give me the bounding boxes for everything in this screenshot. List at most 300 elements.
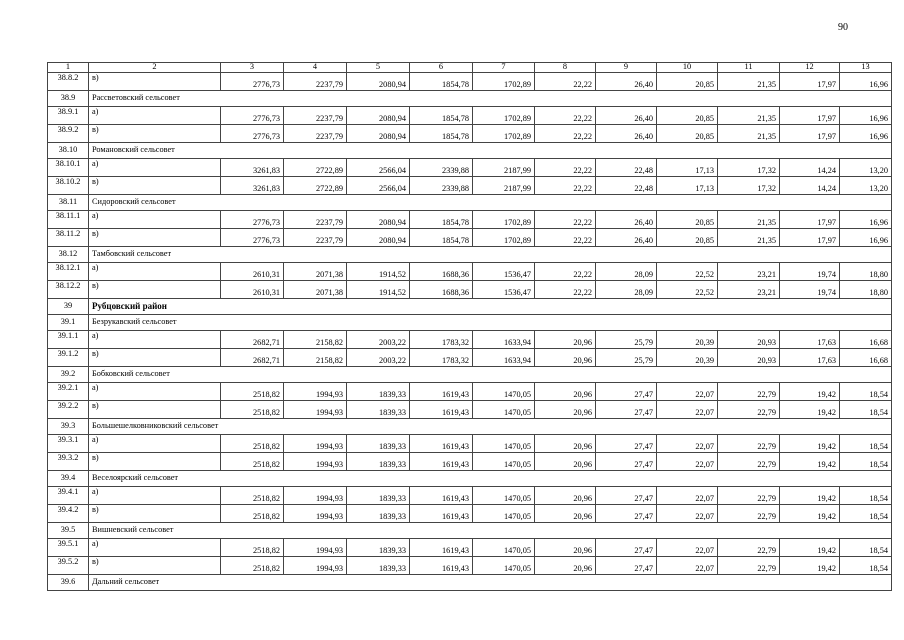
value-cell-col13: 18,54 (840, 453, 892, 471)
row-code: 39.1.2 (48, 349, 89, 367)
value-cell-col3: 2518,82 (221, 453, 284, 471)
value-cell-col10: 22,07 (657, 505, 718, 523)
value-cell-col13: 16,96 (840, 211, 892, 229)
value-cell-col6: 1854,78 (410, 125, 473, 143)
column-header-5: 5 (347, 63, 410, 73)
value-cell-col10: 22,52 (657, 263, 718, 281)
value-cell-col10: 22,07 (657, 557, 718, 575)
row-label: а) (89, 539, 221, 557)
value-cell-col7: 1702,89 (473, 211, 535, 229)
value-cell-col3: 2518,82 (221, 539, 284, 557)
row-label: в) (89, 229, 221, 247)
table-row (48, 453, 892, 471)
value-cell-col4: 1994,93 (284, 435, 347, 453)
value-cell-col10: 17,13 (657, 177, 718, 195)
table-row (48, 211, 892, 229)
value-cell-col6: 1854,78 (410, 107, 473, 125)
row-code: 39.1 (48, 315, 89, 331)
value-cell-col5: 1839,33 (347, 383, 410, 401)
row-label: в) (89, 453, 221, 471)
row-code: 38.12.2 (48, 281, 89, 299)
row-code: 38.8.2 (48, 73, 89, 91)
row-code: 39.6 (48, 575, 89, 591)
value-cell-col7: 1470,05 (473, 487, 535, 505)
value-cell-col8: 22,22 (535, 107, 596, 125)
table-row (48, 331, 892, 349)
row-label: а) (89, 435, 221, 453)
value-cell-col9: 27,47 (596, 383, 657, 401)
value-cell-col9: 27,47 (596, 487, 657, 505)
value-cell-col6: 2339,88 (410, 177, 473, 195)
value-cell-col11: 22,79 (718, 435, 780, 453)
value-cell-col7: 1633,94 (473, 349, 535, 367)
value-cell-col11: 20,93 (718, 331, 780, 349)
value-cell-col6: 1619,43 (410, 539, 473, 557)
value-cell-col12: 19,42 (780, 435, 840, 453)
row-label: а) (89, 159, 221, 177)
value-cell-col5: 2080,94 (347, 73, 410, 91)
row-code: 38.9.1 (48, 107, 89, 125)
value-cell-col9: 26,40 (596, 73, 657, 91)
section-row (48, 367, 892, 383)
row-code: 38.11 (48, 195, 89, 211)
row-label: а) (89, 487, 221, 505)
value-cell-col8: 20,96 (535, 331, 596, 349)
value-cell-col9: 22,48 (596, 159, 657, 177)
table-row (48, 73, 892, 91)
value-cell-col8: 20,96 (535, 435, 596, 453)
table-row (48, 435, 892, 453)
value-cell-col11: 17,32 (718, 177, 780, 195)
section-title: Веселоярский сельсовет (89, 471, 892, 487)
value-cell-col13: 18,54 (840, 383, 892, 401)
row-code: 38.11.1 (48, 211, 89, 229)
section-row (48, 195, 892, 211)
value-cell-col12: 17,97 (780, 125, 840, 143)
row-label: а) (89, 263, 221, 281)
value-cell-col3: 2776,73 (221, 125, 284, 143)
section-title: Сидоровский сельсовет (89, 195, 892, 211)
header-row (48, 63, 892, 73)
section-title: Романовский сельсовет (89, 143, 892, 159)
row-label: а) (89, 331, 221, 349)
value-cell-col12: 19,42 (780, 487, 840, 505)
column-header-3: 3 (221, 63, 284, 73)
value-cell-col3: 2518,82 (221, 435, 284, 453)
value-cell-col4: 2237,79 (284, 73, 347, 91)
value-cell-col13: 16,96 (840, 73, 892, 91)
value-cell-col8: 20,96 (535, 453, 596, 471)
row-label: в) (89, 177, 221, 195)
value-cell-col13: 16,96 (840, 107, 892, 125)
value-cell-col3: 2682,71 (221, 331, 284, 349)
section-row (48, 91, 892, 107)
value-cell-col12: 19,74 (780, 281, 840, 299)
value-cell-col8: 20,96 (535, 383, 596, 401)
value-cell-col11: 22,79 (718, 539, 780, 557)
value-cell-col6: 1619,43 (410, 383, 473, 401)
value-cell-col6: 1688,36 (410, 281, 473, 299)
value-cell-col4: 1994,93 (284, 539, 347, 557)
value-cell-col4: 1994,93 (284, 453, 347, 471)
value-cell-col7: 1633,94 (473, 331, 535, 349)
row-code: 38.10.2 (48, 177, 89, 195)
value-cell-col12: 19,42 (780, 557, 840, 575)
value-cell-col7: 1470,05 (473, 557, 535, 575)
row-label: в) (89, 401, 221, 419)
section-row (48, 299, 892, 315)
value-cell-col12: 19,42 (780, 383, 840, 401)
value-cell-col12: 14,24 (780, 177, 840, 195)
value-cell-col6: 1854,78 (410, 211, 473, 229)
value-cell-col13: 18,54 (840, 505, 892, 523)
row-code: 39.3.1 (48, 435, 89, 453)
value-cell-col4: 1994,93 (284, 505, 347, 523)
value-cell-col12: 17,97 (780, 107, 840, 125)
table-body (48, 63, 892, 591)
section-row (48, 471, 892, 487)
value-cell-col10: 22,07 (657, 435, 718, 453)
row-code: 39.4 (48, 471, 89, 487)
row-label: а) (89, 107, 221, 125)
value-cell-col11: 20,93 (718, 349, 780, 367)
value-cell-col3: 2518,82 (221, 383, 284, 401)
value-cell-col5: 1839,33 (347, 557, 410, 575)
value-cell-col11: 21,35 (718, 107, 780, 125)
value-cell-col5: 1839,33 (347, 453, 410, 471)
value-cell-col6: 1619,43 (410, 435, 473, 453)
row-label: в) (89, 557, 221, 575)
table-row (48, 349, 892, 367)
table-row (48, 107, 892, 125)
value-cell-col5: 2003,22 (347, 349, 410, 367)
value-cell-col13: 18,54 (840, 401, 892, 419)
value-cell-col9: 22,48 (596, 177, 657, 195)
value-cell-col8: 22,22 (535, 211, 596, 229)
value-cell-col3: 2776,73 (221, 73, 284, 91)
value-cell-col12: 17,97 (780, 211, 840, 229)
value-cell-col12: 19,74 (780, 263, 840, 281)
value-cell-col4: 2722,89 (284, 177, 347, 195)
value-cell-col10: 20,85 (657, 211, 718, 229)
value-cell-col5: 2566,04 (347, 177, 410, 195)
value-cell-col13: 16,68 (840, 331, 892, 349)
column-header-2: 2 (89, 63, 221, 73)
column-header-13: 13 (840, 63, 892, 73)
value-cell-col11: 23,21 (718, 281, 780, 299)
value-cell-col4: 1994,93 (284, 487, 347, 505)
value-cell-col9: 25,79 (596, 349, 657, 367)
row-label: в) (89, 281, 221, 299)
value-cell-col9: 25,79 (596, 331, 657, 349)
value-cell-col12: 14,24 (780, 159, 840, 177)
value-cell-col3: 2610,31 (221, 281, 284, 299)
value-cell-col4: 2158,82 (284, 349, 347, 367)
value-cell-col6: 1854,78 (410, 73, 473, 91)
value-cell-col7: 1470,05 (473, 453, 535, 471)
value-cell-col3: 3261,83 (221, 159, 284, 177)
value-cell-col5: 2080,94 (347, 229, 410, 247)
value-cell-col13: 18,54 (840, 539, 892, 557)
value-cell-col11: 22,79 (718, 505, 780, 523)
value-cell-col3: 2610,31 (221, 263, 284, 281)
row-code: 39.4.1 (48, 487, 89, 505)
value-cell-col7: 1470,05 (473, 401, 535, 419)
section-title: Тамбовский сельсовет (89, 247, 892, 263)
value-cell-col8: 22,22 (535, 177, 596, 195)
value-cell-col5: 1914,52 (347, 281, 410, 299)
value-cell-col11: 22,79 (718, 487, 780, 505)
value-cell-col4: 1994,93 (284, 401, 347, 419)
value-cell-col13: 18,80 (840, 263, 892, 281)
table-row (48, 401, 892, 419)
column-header-7: 7 (473, 63, 535, 73)
value-cell-col13: 18,80 (840, 281, 892, 299)
value-cell-col13: 16,96 (840, 125, 892, 143)
value-cell-col3: 2518,82 (221, 505, 284, 523)
value-cell-col9: 27,47 (596, 557, 657, 575)
value-cell-col3: 2776,73 (221, 211, 284, 229)
column-header-1: 1 (48, 63, 89, 73)
value-cell-col8: 22,22 (535, 125, 596, 143)
value-cell-col10: 17,13 (657, 159, 718, 177)
row-label: а) (89, 211, 221, 229)
value-cell-col9: 27,47 (596, 435, 657, 453)
value-cell-col9: 26,40 (596, 125, 657, 143)
value-cell-col3: 2776,73 (221, 107, 284, 125)
value-cell-col7: 1536,47 (473, 281, 535, 299)
row-code: 39.2 (48, 367, 89, 383)
value-cell-col9: 27,47 (596, 453, 657, 471)
section-title: Большешелковниковский сельсовет (89, 419, 892, 435)
table-row (48, 539, 892, 557)
value-cell-col13: 16,68 (840, 349, 892, 367)
value-cell-col9: 26,40 (596, 107, 657, 125)
value-cell-col10: 22,07 (657, 383, 718, 401)
row-code: 38.9 (48, 91, 89, 107)
section-title: Дальний сельсовет (89, 575, 892, 591)
value-cell-col6: 1783,32 (410, 349, 473, 367)
column-header-8: 8 (535, 63, 596, 73)
value-cell-col11: 21,35 (718, 211, 780, 229)
row-code: 38.10 (48, 143, 89, 159)
row-code: 38.10.1 (48, 159, 89, 177)
value-cell-col7: 1470,05 (473, 435, 535, 453)
value-cell-col11: 22,79 (718, 453, 780, 471)
value-cell-col5: 1839,33 (347, 487, 410, 505)
value-cell-col6: 1619,43 (410, 505, 473, 523)
page-number: 90 (838, 22, 848, 33)
value-cell-col11: 17,32 (718, 159, 780, 177)
value-cell-col6: 2339,88 (410, 159, 473, 177)
section-row (48, 143, 892, 159)
row-label: в) (89, 505, 221, 523)
value-cell-col4: 1994,93 (284, 383, 347, 401)
value-cell-col8: 20,96 (535, 487, 596, 505)
value-cell-col5: 1914,52 (347, 263, 410, 281)
value-cell-col6: 1854,78 (410, 229, 473, 247)
value-cell-col8: 22,22 (535, 281, 596, 299)
table-row (48, 177, 892, 195)
value-cell-col7: 1702,89 (473, 125, 535, 143)
value-cell-col9: 28,09 (596, 281, 657, 299)
row-code: 39.3.2 (48, 453, 89, 471)
value-cell-col12: 19,42 (780, 505, 840, 523)
value-cell-col9: 27,47 (596, 505, 657, 523)
value-cell-col7: 1470,05 (473, 505, 535, 523)
value-cell-col12: 19,42 (780, 453, 840, 471)
row-label: а) (89, 383, 221, 401)
row-code: 39.1.1 (48, 331, 89, 349)
value-cell-col9: 26,40 (596, 229, 657, 247)
value-cell-col10: 20,39 (657, 349, 718, 367)
column-header-4: 4 (284, 63, 347, 73)
value-cell-col12: 17,63 (780, 349, 840, 367)
value-cell-col6: 1619,43 (410, 453, 473, 471)
row-code: 39.5 (48, 523, 89, 539)
value-cell-col8: 22,22 (535, 229, 596, 247)
column-header-10: 10 (657, 63, 718, 73)
section-title: Безрукавский сельсовет (89, 315, 892, 331)
value-cell-col11: 21,35 (718, 73, 780, 91)
value-cell-col10: 20,85 (657, 107, 718, 125)
value-cell-col12: 17,97 (780, 73, 840, 91)
value-cell-col9: 28,09 (596, 263, 657, 281)
value-cell-col11: 22,79 (718, 401, 780, 419)
value-cell-col11: 22,79 (718, 383, 780, 401)
value-cell-col7: 2187,99 (473, 177, 535, 195)
value-cell-col7: 1702,89 (473, 73, 535, 91)
table-row (48, 505, 892, 523)
value-cell-col4: 2158,82 (284, 331, 347, 349)
section-row (48, 575, 892, 591)
value-cell-col6: 1619,43 (410, 487, 473, 505)
value-cell-col13: 18,54 (840, 487, 892, 505)
row-code: 38.9.2 (48, 125, 89, 143)
row-code: 39 (48, 299, 89, 315)
value-cell-col10: 20,85 (657, 73, 718, 91)
table-row (48, 281, 892, 299)
value-cell-col12: 19,42 (780, 401, 840, 419)
value-cell-col4: 2237,79 (284, 211, 347, 229)
value-cell-col7: 1470,05 (473, 539, 535, 557)
value-cell-col4: 2237,79 (284, 125, 347, 143)
value-cell-col10: 22,07 (657, 401, 718, 419)
value-cell-col8: 20,96 (535, 505, 596, 523)
value-cell-col7: 1702,89 (473, 229, 535, 247)
row-label: в) (89, 73, 221, 91)
table-row (48, 383, 892, 401)
value-cell-col5: 1839,33 (347, 435, 410, 453)
value-cell-col5: 2080,94 (347, 125, 410, 143)
value-cell-col13: 18,54 (840, 557, 892, 575)
value-cell-col11: 22,79 (718, 557, 780, 575)
value-cell-col5: 2080,94 (347, 211, 410, 229)
value-cell-col6: 1688,36 (410, 263, 473, 281)
row-code: 39.2.2 (48, 401, 89, 419)
value-cell-col13: 13,20 (840, 177, 892, 195)
value-cell-col11: 23,21 (718, 263, 780, 281)
value-cell-col5: 2566,04 (347, 159, 410, 177)
table-row (48, 557, 892, 575)
value-cell-col4: 2237,79 (284, 229, 347, 247)
value-cell-col9: 27,47 (596, 539, 657, 557)
value-cell-col5: 1839,33 (347, 401, 410, 419)
value-cell-col6: 1783,32 (410, 331, 473, 349)
value-cell-col4: 2722,89 (284, 159, 347, 177)
value-cell-col8: 22,22 (535, 73, 596, 91)
table-row (48, 229, 892, 247)
row-label: в) (89, 125, 221, 143)
value-cell-col11: 21,35 (718, 229, 780, 247)
row-code: 39.5.2 (48, 557, 89, 575)
value-cell-col12: 17,97 (780, 229, 840, 247)
value-cell-col13: 13,20 (840, 159, 892, 177)
value-cell-col8: 20,96 (535, 557, 596, 575)
row-code: 39.2.1 (48, 383, 89, 401)
column-header-11: 11 (718, 63, 780, 73)
value-cell-col8: 20,96 (535, 401, 596, 419)
section-title: Рубцовский район (89, 299, 892, 315)
value-cell-col7: 1536,47 (473, 263, 535, 281)
table-row (48, 487, 892, 505)
section-row (48, 247, 892, 263)
column-header-12: 12 (780, 63, 840, 73)
section-row (48, 523, 892, 539)
row-code: 38.11.2 (48, 229, 89, 247)
value-cell-col4: 1994,93 (284, 557, 347, 575)
value-cell-col7: 1702,89 (473, 107, 535, 125)
section-row (48, 419, 892, 435)
value-cell-col8: 22,22 (535, 263, 596, 281)
value-cell-col10: 22,07 (657, 487, 718, 505)
table-row (48, 159, 892, 177)
value-cell-col9: 26,40 (596, 211, 657, 229)
row-code: 39.5.1 (48, 539, 89, 557)
value-cell-col5: 2003,22 (347, 331, 410, 349)
section-row (48, 315, 892, 331)
value-cell-col10: 20,85 (657, 229, 718, 247)
value-cell-col11: 21,35 (718, 125, 780, 143)
value-cell-col3: 2776,73 (221, 229, 284, 247)
value-cell-col10: 20,85 (657, 125, 718, 143)
value-cell-col12: 17,63 (780, 331, 840, 349)
value-cell-col13: 16,96 (840, 229, 892, 247)
section-title: Вишневский сельсовет (89, 523, 892, 539)
value-cell-col5: 1839,33 (347, 505, 410, 523)
row-code: 38.12 (48, 247, 89, 263)
section-title: Рассветовский сельсовет (89, 91, 892, 107)
value-cell-col5: 1839,33 (347, 539, 410, 557)
value-cell-col10: 20,39 (657, 331, 718, 349)
value-cell-col5: 2080,94 (347, 107, 410, 125)
value-cell-col10: 22,52 (657, 281, 718, 299)
value-cell-col8: 20,96 (535, 349, 596, 367)
row-code: 38.12.1 (48, 263, 89, 281)
value-cell-col7: 2187,99 (473, 159, 535, 177)
value-cell-col12: 19,42 (780, 539, 840, 557)
value-cell-col6: 1619,43 (410, 557, 473, 575)
row-code: 39.4.2 (48, 505, 89, 523)
value-cell-col3: 2518,82 (221, 487, 284, 505)
table-row (48, 125, 892, 143)
value-cell-col4: 2071,38 (284, 263, 347, 281)
value-cell-col3: 2518,82 (221, 557, 284, 575)
value-cell-col13: 18,54 (840, 435, 892, 453)
value-cell-col4: 2071,38 (284, 281, 347, 299)
value-cell-col3: 3261,83 (221, 177, 284, 195)
value-cell-col10: 22,07 (657, 539, 718, 557)
